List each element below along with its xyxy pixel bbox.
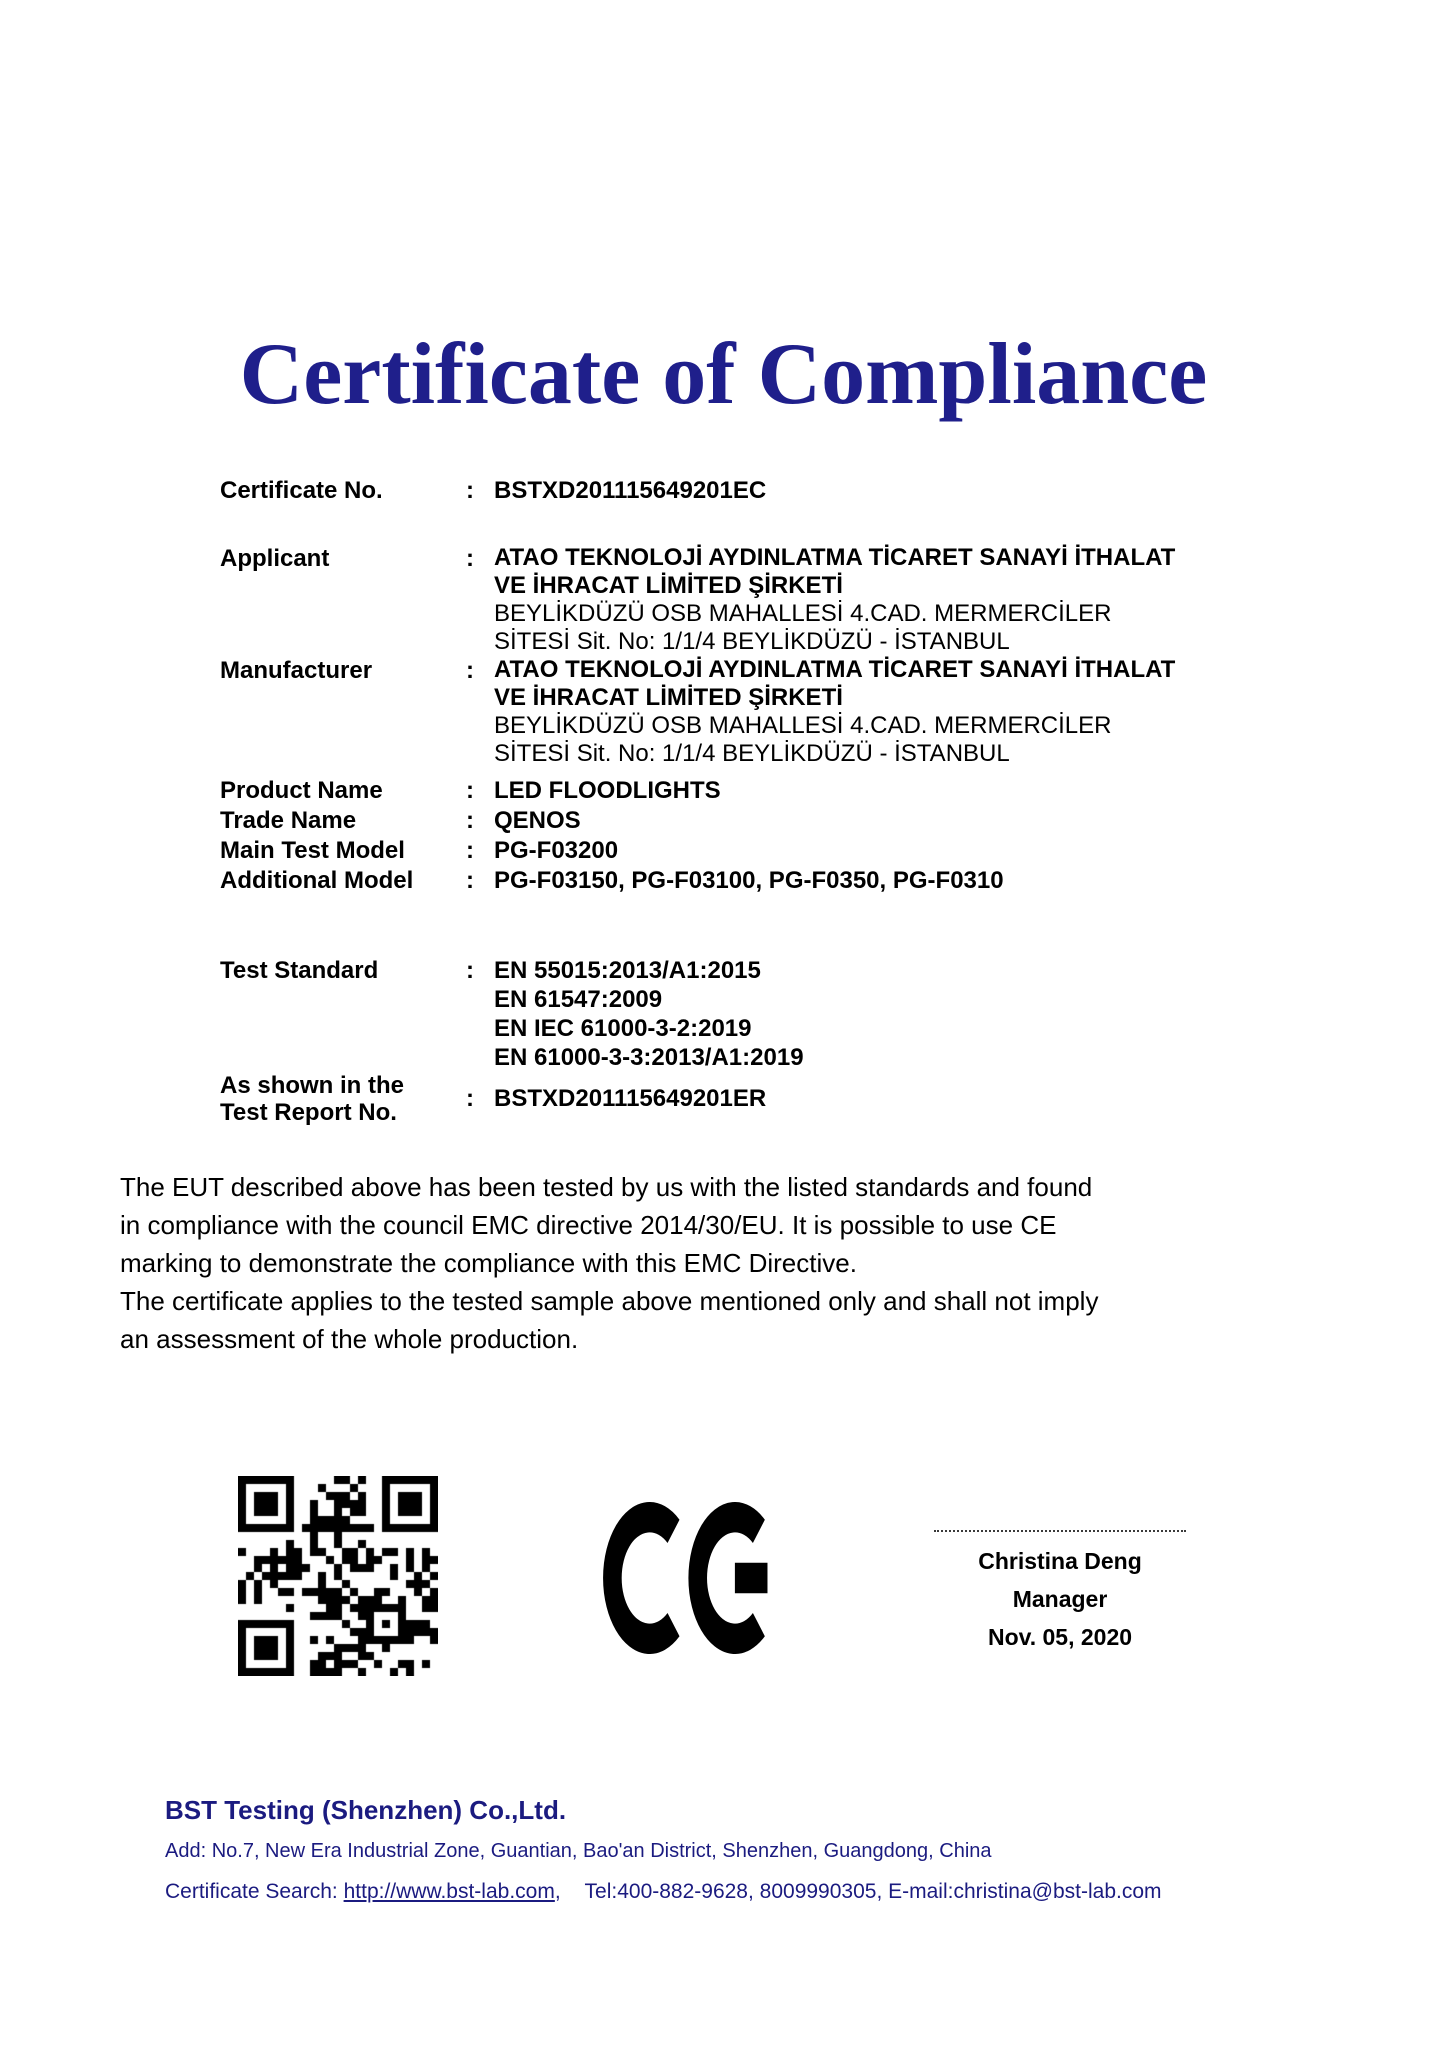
manufacturer-label: Manufacturer	[220, 657, 373, 684]
manufacturer-address-line-2: SİTESİ Sit. No: 1/1/4 BEYLİKDÜZÜ - İSTANBUL	[494, 740, 1010, 767]
signatory-title: Manager	[1012, 1586, 1108, 1612]
manufacturer-address-line-1: BEYLİKDÜZÜ OSB MAHALLESİ 4.CAD. MERMERCİLER	[494, 712, 1112, 739]
field-row-trade-name	[220, 806, 1250, 836]
issuer-company-name: BST Testing (Shenzhen) Co.,Ltd.	[165, 1795, 567, 1825]
field-row-applicant	[220, 544, 1250, 656]
colon-separator: :	[466, 807, 474, 834]
statement-line-2: in compliance with the council EMC directive 2014/30/EU. It is possible to use CE	[120, 1210, 1057, 1240]
field-row-additional-model	[220, 866, 1250, 896]
applicant-label: Applicant	[220, 545, 330, 572]
manufacturer-company-line-1: ATAO TEKNOLOJİ AYDINLATMA TİCARET SANAYİ İTHALAT	[494, 656, 1176, 683]
test-standard-value	[494, 956, 1250, 1072]
signatory-name: Christina Deng	[978, 1548, 1142, 1574]
field-row-test-report-no	[220, 1072, 1250, 1126]
test-report-label	[220, 1072, 466, 1126]
certificate-no-value: BSTXD201115649201EC	[494, 477, 767, 504]
product-name-label: Product Name	[220, 777, 383, 804]
trade-name-label: Trade Name	[220, 807, 357, 834]
test-standard-line-2: EN 61547:2009	[494, 986, 663, 1013]
colon-separator: :	[466, 545, 474, 572]
certificate-search-line	[165, 1879, 1355, 1905]
footer	[165, 1795, 1355, 1905]
compliance-statement	[120, 1168, 1360, 1358]
colon-separator: :	[466, 837, 474, 864]
main-test-model-label: Main Test Model	[220, 837, 405, 864]
product-name-value: LED FLOODLIGHTS	[494, 777, 721, 804]
url-comma: ,	[554, 1880, 561, 1903]
field-row-certificate-no	[220, 476, 1250, 506]
colon-separator: :	[466, 867, 474, 894]
test-standard-label: Test Standard	[220, 957, 379, 984]
field-row-manufacturer	[220, 656, 1250, 768]
main-test-model-value: PG-F03200	[494, 837, 619, 864]
manufacturer-value	[494, 656, 1250, 768]
additional-model-value: PG-F03150, PG-F03100, PG-F0350, PG-F0310	[494, 867, 1004, 894]
statement-line-4: The certificate applies to the tested sample above mentioned only and shall not imply	[120, 1286, 1099, 1316]
statement-line-1: The EUT described above has been tested by us with the listed standards and found	[120, 1172, 1093, 1202]
additional-model-label: Additional Model	[220, 867, 414, 894]
info-table	[220, 476, 1250, 1126]
applicant-company-line-2: VE İHRACAT LİMİTED ŞİRKETİ	[494, 572, 843, 599]
colon-separator: :	[466, 1085, 474, 1112]
signature-block	[925, 1524, 1195, 1656]
signature-dotted-line	[934, 1530, 1186, 1532]
colon-separator: :	[466, 657, 474, 684]
ce-mark-icon	[603, 1502, 783, 1654]
certificate-no-label: Certificate No.	[220, 477, 383, 504]
applicant-value	[494, 544, 1250, 656]
test-report-value: BSTXD201115649201ER	[494, 1085, 767, 1112]
certificate-search-url[interactable]: http://www.bst-lab.com	[343, 1880, 555, 1903]
test-report-label-line-2: Test Report No.	[220, 1099, 397, 1126]
applicant-address-line-2: SİTESİ Sit. No: 1/1/4 BEYLİKDÜZÜ - İSTANBUL	[494, 628, 1010, 655]
test-standard-line-3: EN IEC 61000-3-2:2019	[494, 1015, 752, 1042]
test-standard-line-4: EN 61000-3-3:2013/A1:2019	[494, 1044, 804, 1071]
certificate-search-label: Certificate Search:	[165, 1880, 338, 1903]
statement-line-3: marking to demonstrate the compliance with this EMC Directive.	[120, 1248, 857, 1278]
test-standard-line-1: EN 55015:2013/A1:2015	[494, 957, 761, 984]
issuer-address: Add: No.7, New Era Industrial Zone, Guantian, Bao'an District, Shenzhen, Guangdong, China	[165, 1840, 992, 1862]
signature-date: Nov. 05, 2020	[987, 1624, 1133, 1650]
field-row-test-standard	[220, 956, 1250, 1072]
field-row-main-test-model	[220, 836, 1250, 866]
colon-separator: :	[466, 777, 474, 804]
statement-line-5: an assessment of the whole production.	[120, 1324, 579, 1354]
applicant-address-line-1: BEYLİKDÜZÜ OSB MAHALLESİ 4.CAD. MERMERCİLER	[494, 600, 1112, 627]
colon-separator: :	[466, 477, 474, 504]
manufacturer-company-line-2: VE İHRACAT LİMİTED ŞİRKETİ	[494, 684, 843, 711]
field-row-product-name	[220, 776, 1250, 806]
footer-contact: Tel:400-882-9628, 8009990305, E-mail:christina@bst-lab.com	[584, 1880, 1162, 1903]
test-report-label-line-1: As shown in the	[220, 1072, 405, 1099]
qr-code-image	[238, 1476, 438, 1676]
colon-separator: :	[466, 957, 474, 984]
applicant-company-line-1: ATAO TEKNOLOJİ AYDINLATMA TİCARET SANAYİ İTHALAT	[494, 544, 1176, 571]
page-title: Certificate of Compliance	[239, 326, 1208, 423]
trade-name-value: QENOS	[494, 807, 581, 834]
